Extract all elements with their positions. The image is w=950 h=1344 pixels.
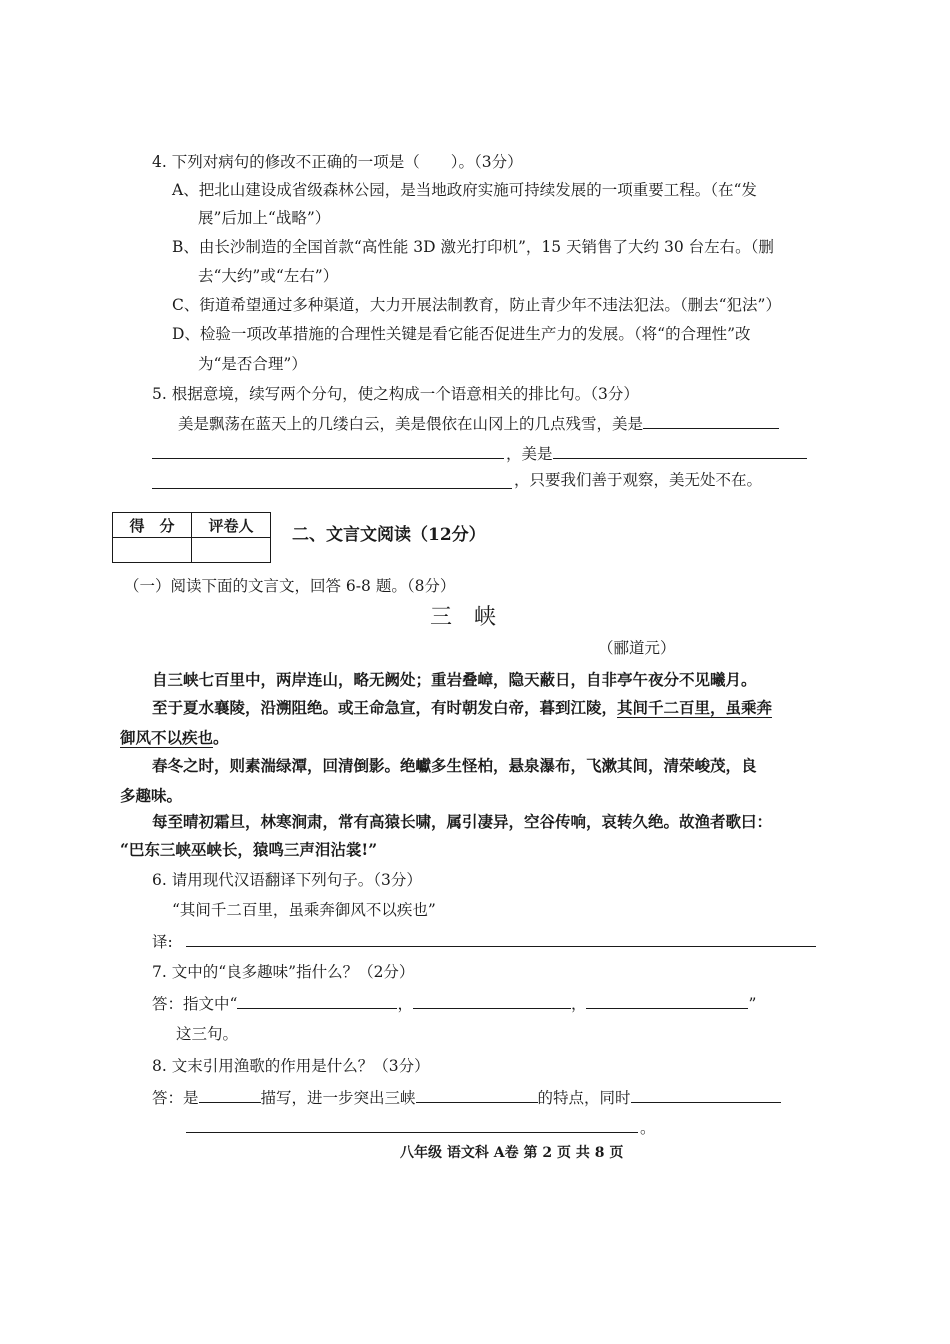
q8-blank-4[interactable]	[186, 1132, 638, 1133]
grader-label: 评卷人	[192, 513, 271, 538]
q7-comma-1: ，	[397, 995, 413, 1013]
q8-blank-2[interactable]	[416, 1086, 538, 1103]
q8-blank-3[interactable]	[631, 1086, 781, 1103]
q8-end: 。	[640, 1119, 656, 1137]
q6-answer-label: 译:	[152, 933, 173, 951]
q5-blank-3[interactable]	[553, 442, 807, 459]
q4-option-c: C、街道希望通过多种渠道，大力开展法制教育，防止青少年不违法犯法。（删去“犯法”）	[172, 296, 781, 314]
q8-stem: 8. 文末引用渔歌的作用是什么？（3分）	[152, 1057, 430, 1075]
q5-line2	[506, 442, 807, 464]
passage-p2-text: 至于夏水襄陵，沿溯阻绝。或王命急宣，有时朝发白帝，暮到江陵，	[152, 698, 618, 717]
q6-quote: “其间千二百里，虽乘奔御风不以疾也”	[172, 901, 436, 919]
q4-option-b-cont: 去“大约”或“左右”）	[198, 267, 339, 285]
passage-p3-cont: 多趣味。	[120, 786, 183, 805]
passage-p4-cont: “巴东三峡巫峡长，猿鸣三声泪沾裳!”	[120, 840, 378, 859]
passage-p4: 每至晴初霜旦，林寒涧肃，常有高猿长啸，属引凄异，空谷传响，哀转久绝。故渔者歌曰：	[152, 812, 773, 831]
q8-answer-mid: 描写，进一步突出三峡	[260, 1089, 416, 1107]
q8-answer-mid2: 的特点，同时	[537, 1089, 631, 1107]
q7-answer-suffix: ”	[748, 995, 757, 1013]
q6-stem: 6. 请用现代汉语翻译下列句子。（3分）	[152, 871, 422, 889]
q5-line1-text: 美是飘荡在蓝天上的几缕白云，美是偎依在山冈上的几点残雪，美是	[178, 415, 644, 433]
q8-answer	[152, 1086, 781, 1108]
q4-option-d: D、检验一项改革措施的合理性关键是看它能否促进生产力的发展。（将“的合理性”改	[172, 325, 751, 343]
passage-p2-underlined-cont: 御风不以疾也	[120, 728, 214, 747]
q6-answer-blank[interactable]	[186, 946, 816, 947]
score-cell[interactable]	[113, 538, 192, 563]
passage-p2-underlined: 其间千二百里，虽乘奔	[617, 698, 773, 717]
q7-answer	[152, 992, 756, 1014]
section-heading: 二、文言文阅读（12分）	[292, 525, 486, 545]
passage-p2-end: 。	[213, 728, 229, 747]
score-box	[112, 512, 271, 563]
q7-comma-2: ，	[570, 995, 587, 1013]
passage-p3: 春冬之时，则素湍绿潭，回清倒影。绝巘多生怪柏，悬泉瀑布，飞漱其间，清荣峻茂，良	[152, 756, 757, 775]
score-label: 得 分	[113, 513, 192, 538]
q7-stem: 7. 文中的“良多趣味”指什么？（2分）	[152, 963, 415, 981]
q8-answer-prefix: 答：是	[152, 1089, 199, 1107]
q4-option-b: B、由长沙制造的全国首款“高性能 3D 激光打印机”，15 天销售了大约 30 台左右。（删	[172, 238, 774, 256]
passage-p2	[152, 698, 772, 718]
q5-blank-4[interactable]	[152, 488, 512, 489]
q7-blank-3[interactable]	[586, 992, 748, 1009]
q7-blank-1[interactable]	[237, 992, 397, 1009]
q5-blank-2[interactable]	[152, 458, 504, 459]
q5-blank-1[interactable]	[643, 412, 779, 429]
q5-stem: 5. 根据意境，续写两个分句，使之构成一个语意相关的排比句。（3分）	[152, 385, 639, 403]
passage-title: 三峡	[430, 605, 519, 630]
q5-line2-text: ，美是	[506, 445, 553, 463]
q8-blank-1[interactable]	[199, 1086, 261, 1103]
grader-cell[interactable]	[192, 538, 271, 563]
q7-answer-cont: 这三句。	[176, 1025, 239, 1043]
passage-author: （郦道元）	[598, 639, 676, 657]
passage-p2-cont	[120, 728, 229, 748]
q4-option-a: A、把北山建设成省级森林公园，是当地政府实施可持续发展的一项重要工程。（在“发	[172, 181, 757, 199]
subsection-instruction: （一）阅读下面的文言文，回答 6-8 题。（8分）	[124, 577, 456, 595]
q4-option-d-cont: 为“是否合理”）	[198, 355, 307, 373]
q4-stem: 4. 下列对病句的修改不正确的一项是（ ）。（3分）	[152, 153, 523, 171]
q4-option-a-cont: 展”后加上“战略”）	[198, 209, 331, 227]
page-footer: 八年级 语文科 A卷 第 2 页 共 8 页	[400, 1145, 624, 1161]
passage-p1: 自三峡七百里中，两岸连山，略无阙处；重岩叠嶂，隐天蔽日，自非亭午夜分不见曦月。	[152, 670, 757, 689]
q5-line3: ，只要我们善于观察，美无处不在。	[514, 471, 763, 489]
q5-line1	[178, 412, 779, 434]
q7-answer-prefix: 答：指文中“	[152, 995, 238, 1013]
q7-blank-2[interactable]	[413, 992, 571, 1009]
